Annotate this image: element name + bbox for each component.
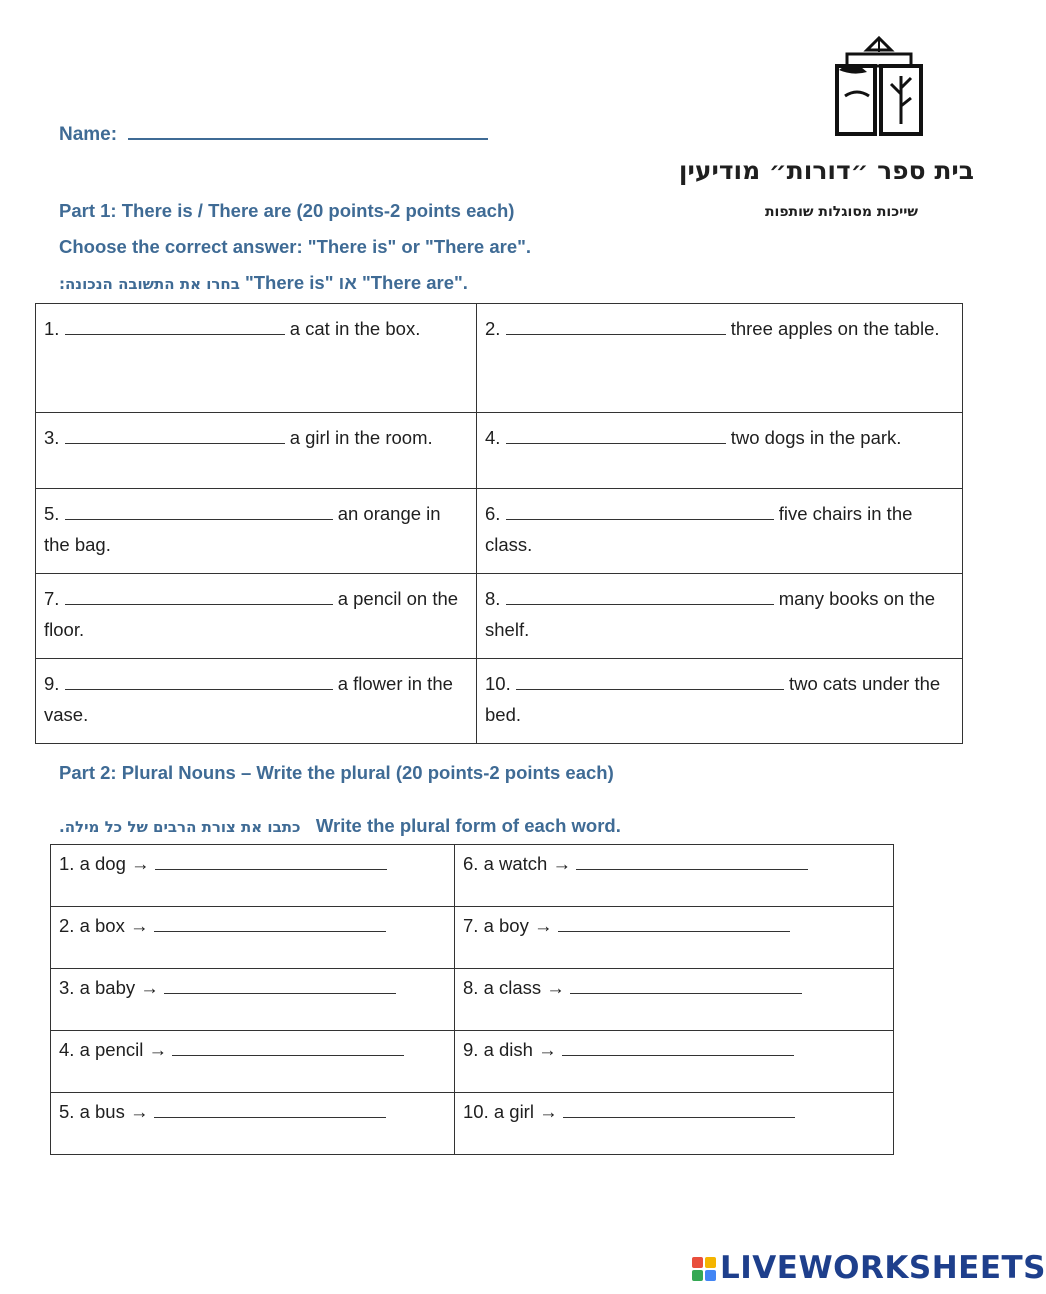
answer-blank-1[interactable]: [65, 318, 285, 335]
part2-instruction-row: [59, 815, 621, 837]
part2-table: [50, 844, 894, 1155]
arrow-icon: →: [546, 977, 565, 998]
arrow-icon: →: [131, 853, 150, 874]
part1-cell-1: 1. a cat in the box.: [36, 304, 477, 413]
part1-cell-8: 8. many books on the shelf.: [477, 574, 963, 659]
part1-cell-3: 3. a girl in the room.: [36, 413, 477, 489]
answer-blank-10[interactable]: [516, 673, 784, 690]
plural-cell-1: 1. a dog →: [51, 845, 455, 907]
answer-blank-7[interactable]: [65, 588, 333, 605]
plural-blank-2[interactable]: [154, 915, 386, 932]
answer-blank-6[interactable]: [506, 503, 774, 520]
school-logo-icon: [833, 36, 925, 138]
arrow-icon: →: [552, 853, 571, 874]
plural-blank-7[interactable]: [558, 915, 790, 932]
arrow-icon: →: [129, 915, 149, 936]
arrow-icon: →: [538, 1039, 557, 1060]
name-field[interactable]: [128, 124, 488, 140]
part2-instruction: Write the plural form of each word.: [315, 815, 621, 836]
plural-cell-8: 8. a class →: [455, 969, 894, 1031]
liveworksheets-logo-icon: [691, 1256, 717, 1282]
answer-blank-2[interactable]: [506, 318, 726, 335]
arrow-icon: →: [533, 915, 553, 936]
part1-cell-10: 10. two cats under the bed.: [477, 659, 963, 744]
plural-blank-10[interactable]: [563, 1101, 795, 1118]
part1-title: Part 1: There is / There are (20 points-2 points each): [59, 200, 515, 221]
part1-hebrew-instruction: [59, 272, 468, 294]
answer-blank-4[interactable]: [506, 427, 726, 444]
part1-instruction: Choose the correct answer: "There is" or "There are".: [59, 236, 532, 257]
plural-cell-3: 3. a baby →: [51, 969, 455, 1031]
school-tagline: שייכות מסוגלות שותפות: [764, 204, 918, 220]
answer-blank-5[interactable]: [65, 503, 333, 520]
plural-blank-1[interactable]: [155, 853, 387, 870]
plural-blank-3[interactable]: [164, 977, 396, 994]
arrow-icon: →: [539, 1101, 558, 1122]
answer-blank-8[interactable]: [506, 588, 774, 605]
school-name: בית ספר ״דורות״ מודיעין: [678, 156, 974, 185]
part1-cell-6: 6. five chairs in the class.: [477, 489, 963, 574]
plural-blank-6[interactable]: [576, 853, 808, 870]
plural-blank-5[interactable]: [154, 1101, 386, 1118]
name-label: Name:: [59, 124, 118, 145]
part1-cell-4: 4. two dogs in the park.: [477, 413, 963, 489]
part1-hebrew-text: בחרו את התשובה הנכונה:: [59, 275, 240, 293]
name-row: [59, 124, 488, 146]
arrow-icon: →: [129, 1101, 149, 1122]
answer-blank-3[interactable]: [65, 427, 285, 444]
part1-table: [35, 303, 963, 744]
part2-title: Part 2: Plural Nouns – Write the plural (20 points-2 points each): [59, 762, 614, 783]
plural-cell-5: 5. a bus →: [51, 1093, 455, 1155]
plural-cell-9: 9. a dish →: [455, 1031, 894, 1093]
part2-hebrew-instruction: כתבו את צורת הרבים של כל מילה.: [59, 818, 301, 836]
plural-cell-10: 10. a girl →: [455, 1093, 894, 1155]
plural-cell-7: 7. a boy →: [455, 907, 894, 969]
answer-blank-9[interactable]: [65, 673, 333, 690]
part1-cell-5: 5. an orange in the bag.: [36, 489, 477, 574]
plural-blank-9[interactable]: [562, 1039, 794, 1056]
part1-cell-7: 7. a pencil on the floor.: [36, 574, 477, 659]
plural-cell-2: 2. a box →: [51, 907, 455, 969]
plural-cell-4: 4. a pencil →: [51, 1031, 455, 1093]
plural-cell-6: 6. a watch →: [455, 845, 894, 907]
plural-blank-4[interactable]: [172, 1039, 404, 1056]
arrow-icon: →: [140, 977, 159, 998]
liveworksheets-brand[interactable]: LIVEWORKSHEETS: [720, 1250, 1046, 1286]
plural-blank-8[interactable]: [570, 977, 802, 994]
part1-hebrew-options: "There is" או "There are".: [244, 272, 468, 293]
arrow-icon: →: [148, 1039, 167, 1060]
part1-cell-2: 2. three apples on the table.: [477, 304, 963, 413]
part1-cell-9: 9. a flower in the vase.: [36, 659, 477, 744]
